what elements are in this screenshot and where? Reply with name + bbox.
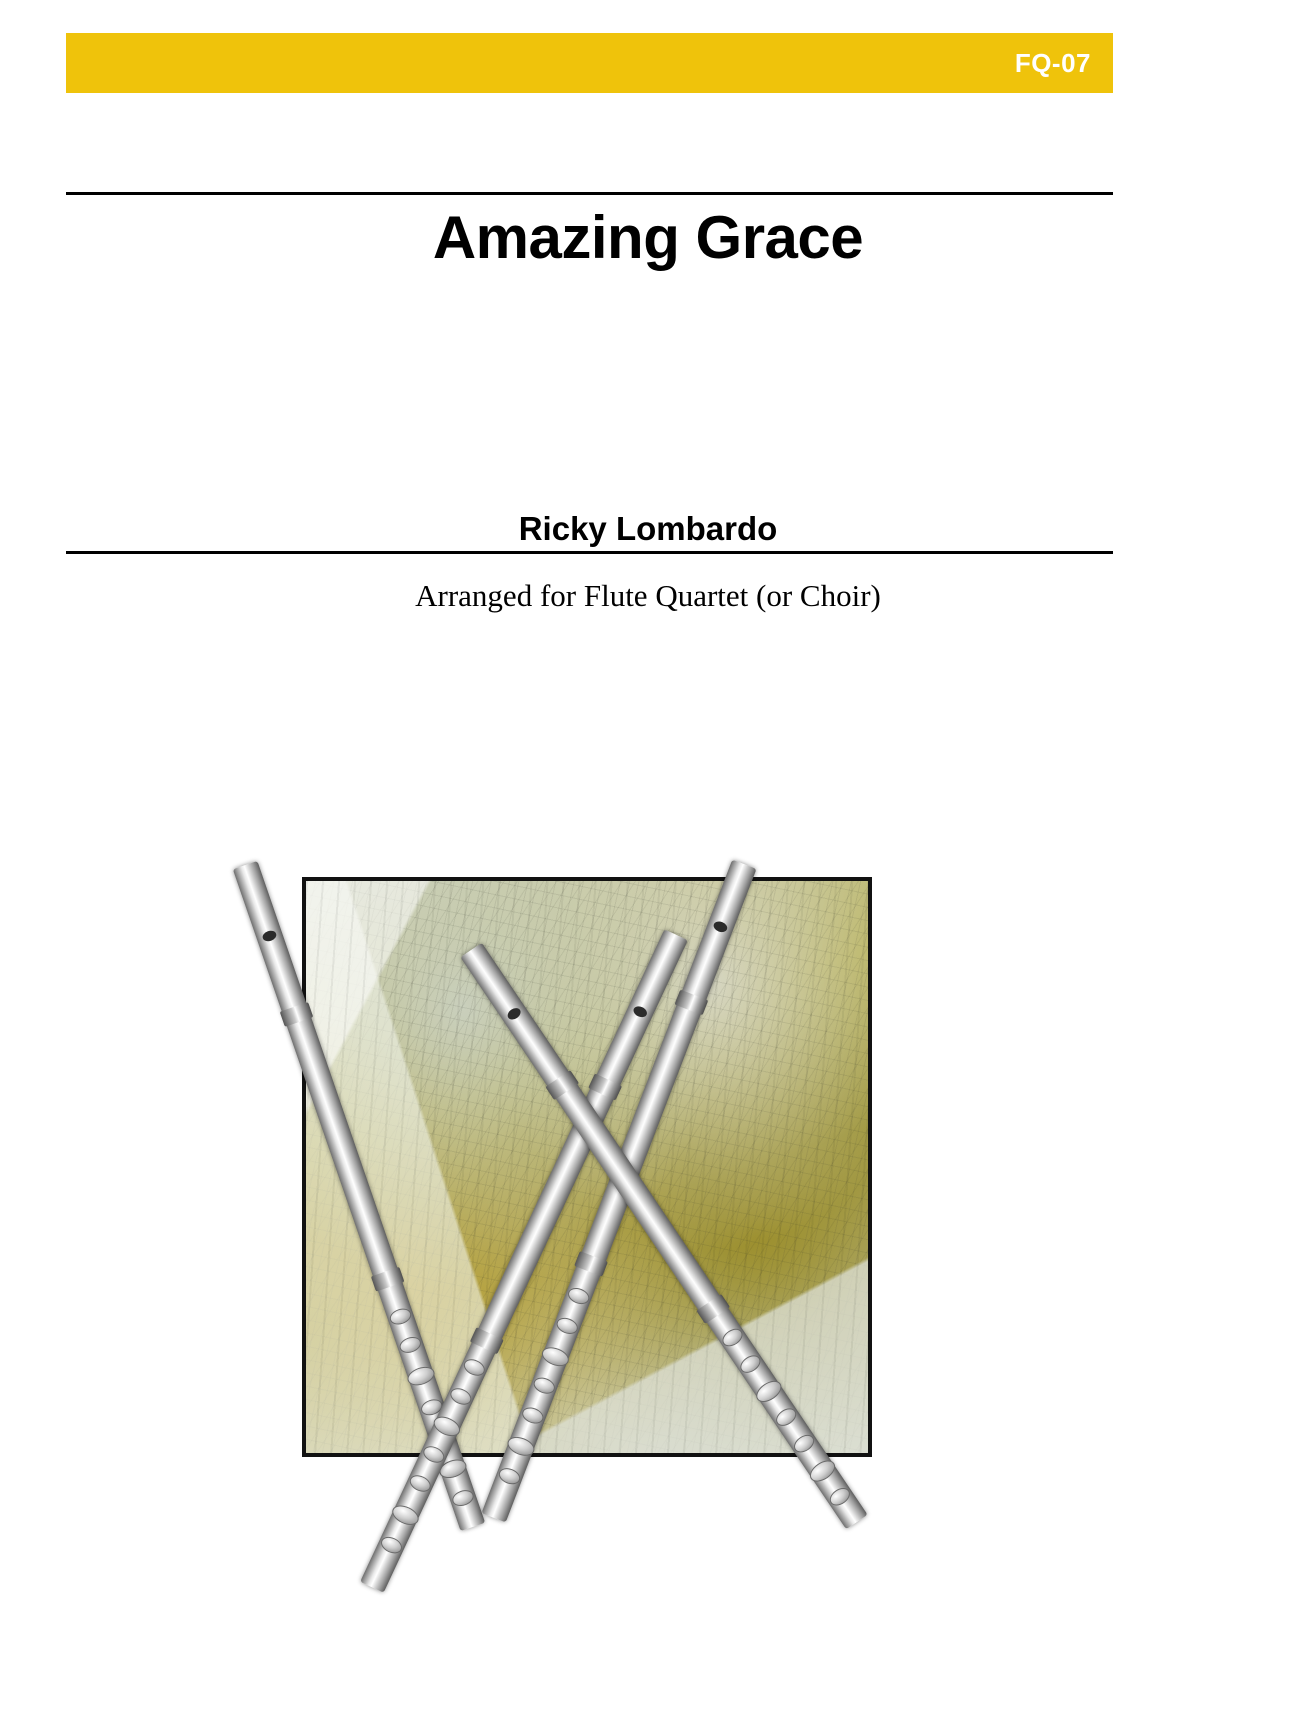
catalog-code: FQ-07 xyxy=(1014,47,1091,78)
title-rule-bottom xyxy=(66,551,1113,554)
catalog-band xyxy=(66,33,1113,93)
cover-artwork xyxy=(302,877,872,1457)
page-title: Amazing Grace xyxy=(432,204,864,271)
title-rule-top xyxy=(66,192,1113,195)
composer-name: Ricky Lombardo xyxy=(518,510,778,547)
arrangement-subtitle: Arranged for Flute Quartet (or Choir) xyxy=(415,578,881,613)
sheet-music-collage-background xyxy=(306,881,868,1453)
